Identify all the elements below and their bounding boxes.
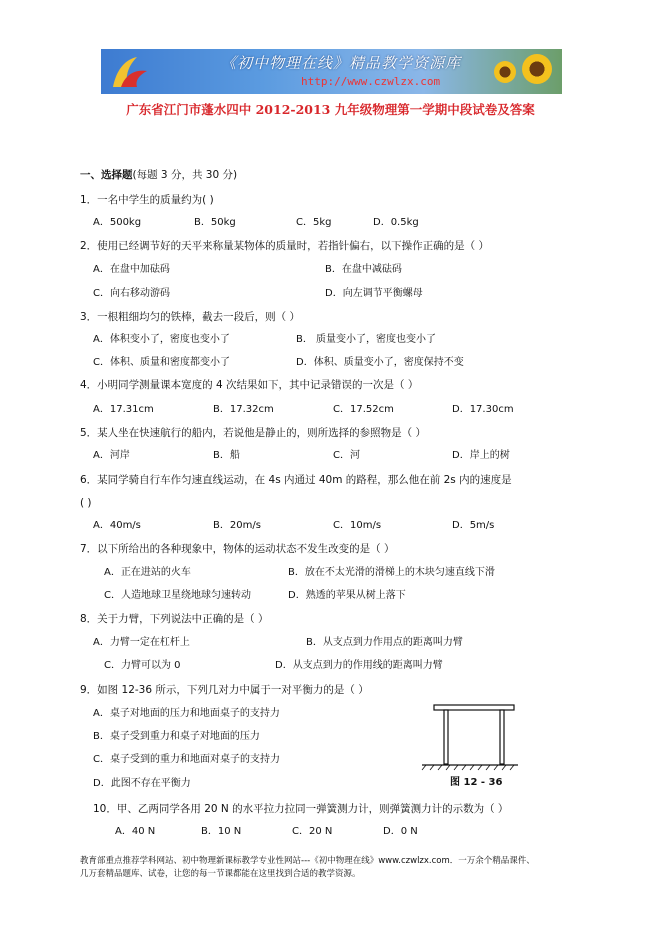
page-footer xyxy=(80,855,600,881)
q4-option-b: B．17.32cm xyxy=(213,404,274,415)
q2-option-b: B．在盘中减砝码 xyxy=(325,264,402,275)
q7-option-a: A．正在进站的火车 xyxy=(104,567,191,578)
footer-line-1: 教育部重点推荐学科网站、初中物理新课标教学专业性网站---《初中物理在线》www.czwlzx.com．一万余个精品课件、 xyxy=(80,856,535,866)
q5-option-c: C．河 xyxy=(333,450,360,461)
question-5-stem: 5．某人坐在快速航行的船内，若说他是静止的，则所选择的参照物是（ ） xyxy=(80,427,427,439)
q7-option-c: C．人造地球卫星绕地球匀速转动 xyxy=(104,590,251,601)
q6-option-b: B．20m/s xyxy=(213,520,261,531)
banner-title: 《初中物理在线》精品教学资源库 xyxy=(221,54,462,72)
q6-option-a: A．40m/s xyxy=(93,520,141,531)
q5-option-b: B．船 xyxy=(213,450,240,461)
site-logo-icon xyxy=(107,53,151,91)
q10-option-d: D．0 N xyxy=(383,826,418,837)
q3-option-b: B． 质量变小了，密度也变小了 xyxy=(296,334,437,345)
sunflower-icon xyxy=(494,61,516,83)
q8-option-b: B．从支点到力作用点的距离叫力臂 xyxy=(306,637,463,648)
question-1-stem: 1．一名中学生的质量约为( ) xyxy=(80,194,214,206)
q4-option-d: D．17.30cm xyxy=(452,404,514,415)
q1-option-d: D．0.5kg xyxy=(373,217,419,228)
q3-option-a: A．体积变小了，密度也变小了 xyxy=(93,334,230,345)
q10-option-c: C．20 N xyxy=(292,826,333,837)
figure-caption: 图 12 - 36 xyxy=(450,777,503,788)
q4-option-a: A．17.31cm xyxy=(93,404,154,415)
q8-option-d: D．从支点到力的作用线的距离叫力臂 xyxy=(275,660,443,671)
q10-option-a: A．40 N xyxy=(115,826,156,837)
q6-option-c: C．10m/s xyxy=(333,520,382,531)
header-banner xyxy=(101,49,562,94)
q4-option-c: C．17.52cm xyxy=(333,404,394,415)
question-4-stem: 4．小明同学测量课本宽度的 4 次结果如下，其中记录错误的一次是（ ） xyxy=(80,379,419,391)
section-note: (每题 3 分，共 30 分) xyxy=(132,169,238,181)
section-heading-label: 一、选择题 xyxy=(80,169,133,181)
q2-option-a: A．在盘中加砝码 xyxy=(93,264,170,275)
q2-option-d: D．向左调节平衡螺母 xyxy=(325,288,423,299)
q6-option-d: D．5m/s xyxy=(452,520,495,531)
q9-option-d: D．此图不存在平衡力 xyxy=(93,778,191,789)
q10-option-b: B．10 N xyxy=(201,826,242,837)
q3-option-c: C．体积、质量和密度都变小了 xyxy=(93,357,230,368)
document-title: 广东省江门市蓬水四中 2012-2013 九年级物理第一学期中段试卷及答案 xyxy=(126,102,535,117)
question-7-stem: 7．以下所给出的各种现象中，物体的运动状态不发生改变的是（ ） xyxy=(80,543,395,555)
q7-option-b: B．放在不太光滑的滑梯上的木块匀速直线下滑 xyxy=(288,567,495,578)
q1-option-b: B．50kg xyxy=(194,217,236,228)
q7-option-d: D．熟透的苹果从树上落下 xyxy=(288,590,406,601)
q5-option-a: A．河岸 xyxy=(93,450,130,461)
banner-url[interactable]: http://www.czwlzx.com xyxy=(301,75,441,88)
q1-option-a: A．500kg xyxy=(93,217,142,228)
q9-option-a: A．桌子对地面的压力和地面桌子的支持力 xyxy=(93,708,280,719)
section-heading xyxy=(80,168,237,182)
q8-option-c: C．力臂可以为 0 xyxy=(104,660,181,671)
question-3-stem: 3．一根粗细均匀的铁棒，截去一段后，则（ ） xyxy=(80,311,301,323)
question-9-stem: 9．如图 12-36 所示，下列几对力中属于一对平衡力的是（ ） xyxy=(80,684,369,696)
question-2-stem: 2．使用已经调节好的天平来称量某物体的质量时，若指针偏右，以下操作正确的是（ ） xyxy=(80,240,490,252)
q3-option-d: D．体积、质量变小了，密度保持不变 xyxy=(296,357,464,368)
question-8-stem: 8．关于力臂，下列说法中正确的是（ ） xyxy=(80,613,269,625)
q8-option-a: A．力臂一定在杠杆上 xyxy=(93,637,190,648)
question-10-stem: 10．甲、乙两同学各用 20 N 的水平拉力拉同一弹簧测力计，则弹簧测力计的示数为（ ） xyxy=(93,803,509,815)
q9-option-b: B．桌子受到重力和桌子对地面的压力 xyxy=(93,731,260,742)
q1-option-c: C．5kg xyxy=(296,217,332,228)
question-6-answer-blank: ( ) xyxy=(80,497,92,509)
q5-option-d: D．岸上的树 xyxy=(452,450,510,461)
sunflower-icon xyxy=(522,54,552,84)
q2-option-c: C．向右移动游码 xyxy=(93,288,170,299)
footer-line-2: 几万套精品题库、试卷，让您的每一节课都能在这里找到合适的教学资源。 xyxy=(80,869,361,879)
q9-option-c: C．桌子受到的重力和地面对桌子的支持力 xyxy=(93,754,280,765)
question-6-stem: 6．某同学骑自行车作匀速直线运动，在 4s 内通过 40m 的路程，那么他在前 2s 内的速度是 xyxy=(80,474,512,486)
